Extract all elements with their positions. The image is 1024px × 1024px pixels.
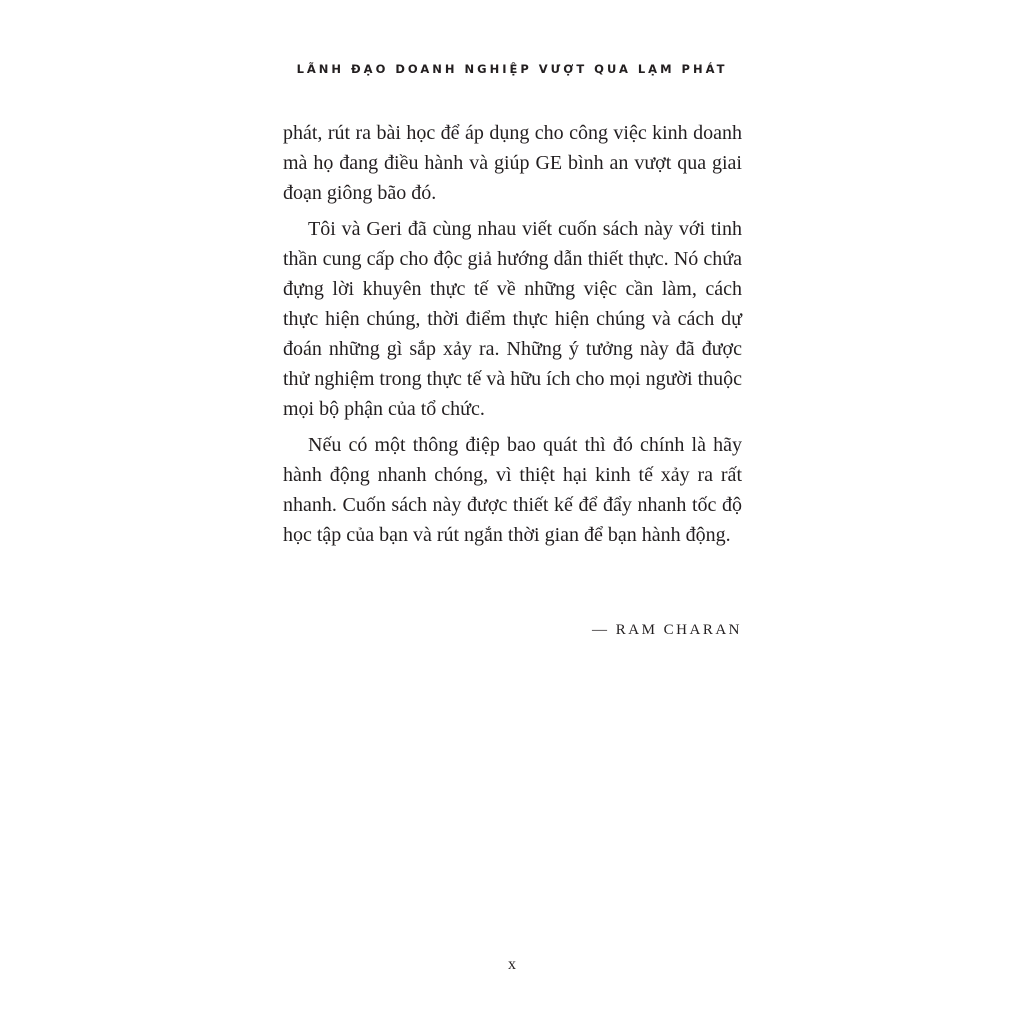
page-number: x (508, 956, 516, 973)
paragraph-continued: phát, rút ra bài học để áp dụng cho công việc kinh doanh mà họ đang điều hành và giúp GE bình an vượt qua giai đoạn giông bão đó. (283, 122, 742, 204)
paragraph: Tôi và Geri đã cùng nhau viết cuốn sách này với tinh thần cung cấp cho độc giả hướng dẫn thiết thực. Nó chứa đựng lời khuyên thực tế về những việc cần làm, cách thực hiện chúng, thời điểm thực hiện chúng và cách dự đoán những gì sắp xảy ra. Những ý tưởng này đã được thử nghiệm trong thực tế và hữu ích cho mọi người thuộc mọi bộ phận của tổ chức. (283, 218, 742, 420)
author-signature: — RAM CHARAN (591, 622, 742, 638)
running-header: LÃNH ĐẠO DOANH NGHIỆP VƯỢT QUA LẠM PHÁT (296, 62, 728, 76)
paragraph: Nếu có một thông điệp bao quát thì đó chính là hãy hành động nhanh chóng, vì thiệt hại kinh tế xảy ra rất nhanh. Cuốn sách này được thiết kế để đẩy nhanh tốc độ học tập của bạn và rút ngắn thời gian để bạn hành động. (283, 434, 742, 546)
body-text (283, 118, 742, 556)
